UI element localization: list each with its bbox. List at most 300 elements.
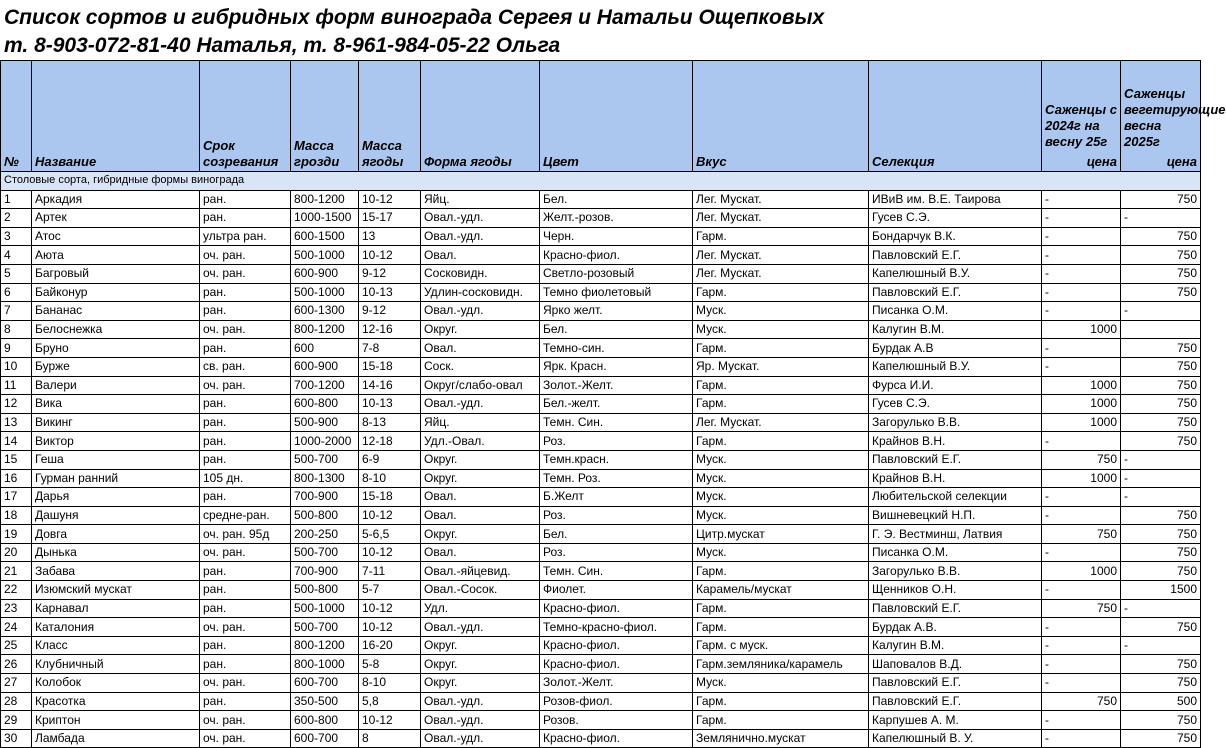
cell-color: Фиолет. [540,581,693,600]
cell-price-2025: 750 [1121,506,1201,525]
cell-taste: Муск. [693,302,869,321]
cell-selection: Бондарчук В.К. [869,227,1042,246]
cell-berry: 10-13 [359,395,421,414]
cell-color: Золот.-Желт. [540,376,693,395]
cell-term: ультра ран. [200,227,291,246]
cell-shape: Сосковидн. [421,264,540,283]
cell-num: 7 [1,302,32,321]
cell-color: Темно-син. [540,339,693,358]
cell-selection: Капелюшный В.У. [869,357,1042,376]
cell-taste: Гарм. [693,227,869,246]
cell-price-2024: 750 [1042,692,1121,711]
table-row [1,302,1201,321]
cell-berry: 6-9 [359,450,421,469]
cell-name: Валери [32,376,200,395]
cell-bunch: 600-800 [291,395,359,414]
cell-bunch: 800-1300 [291,469,359,488]
table-row [1,209,1201,228]
table-row [1,618,1201,637]
cell-taste: Гарм. [693,711,869,730]
table-row [1,488,1201,507]
cell-berry: 10-12 [359,246,421,265]
cell-berry: 13 [359,227,421,246]
cell-term: ран. [200,190,291,209]
cell-name: Атос [32,227,200,246]
col-header-color: Цвет [540,61,693,172]
cell-term: оч. ран. [200,711,291,730]
cell-shape: Яйц. [421,413,540,432]
cell-color: Розов-фиол. [540,692,693,711]
cell-term: ран. [200,395,291,414]
cell-term: ран. [200,432,291,451]
cell-bunch: 500-1000 [291,246,359,265]
cell-name: Забава [32,562,200,581]
cell-color: Светло-розовый [540,264,693,283]
cell-price-2024: 1000 [1042,413,1121,432]
cell-price-2025: 750 [1121,246,1201,265]
cell-price-2025: 750 [1121,283,1201,302]
cell-bunch: 500-900 [291,413,359,432]
cell-price-2025: 750 [1121,655,1201,674]
cell-price-2025: - [1121,469,1201,488]
cell-bunch: 500-700 [291,543,359,562]
cell-taste: Муск. [693,543,869,562]
cell-name: Клубничный [32,655,200,674]
cell-price-2025: 750 [1121,562,1201,581]
cell-price-2024: - [1042,655,1121,674]
cell-price-2024: 1000 [1042,562,1121,581]
cell-taste: Лег. Мускат. [693,190,869,209]
cell-name: Ламбада [32,729,200,748]
table-row [1,395,1201,414]
cell-color: Красно-фиол. [540,599,693,618]
cell-selection: Загорулько В.В. [869,562,1042,581]
cell-berry: 8-10 [359,674,421,693]
table-row [1,636,1201,655]
cell-num: 29 [1,711,32,730]
col-header-saplings-2024 [1042,61,1121,172]
cell-shape: Овал.-удл. [421,618,540,637]
cell-color: Бел.-желт. [540,395,693,414]
cell-selection: Павловский Е.Г. [869,246,1042,265]
cell-bunch: 600-1500 [291,227,359,246]
cell-bunch: 500-1000 [291,599,359,618]
table-row [1,729,1201,748]
cell-price-2024: 750 [1042,599,1121,618]
cell-shape: Овал.-удл. [421,302,540,321]
cell-term: оч. ран. [200,264,291,283]
cell-color: Темн. Син. [540,413,693,432]
cell-term: оч. ран. [200,674,291,693]
cell-berry: 9-12 [359,302,421,321]
cell-price-2025: 750 [1121,376,1201,395]
cell-name: Бруно [32,339,200,358]
cell-num: 16 [1,469,32,488]
cell-num: 19 [1,525,32,544]
cell-num: 20 [1,543,32,562]
cell-color: Роз. [540,432,693,451]
table-row [1,320,1201,339]
cell-berry: 8-13 [359,413,421,432]
cell-taste: Гарм. [693,618,869,637]
cell-berry: 10-12 [359,711,421,730]
cell-term: ран. [200,692,291,711]
table-header-row [1,61,1201,172]
cell-taste: Лег. Мускат. [693,209,869,228]
cell-color: Б.Желт [540,488,693,507]
cell-berry: 16-20 [359,636,421,655]
cell-num: 17 [1,488,32,507]
cell-term: оч. ран. [200,376,291,395]
cell-shape: Соск. [421,357,540,376]
cell-bunch: 800-1200 [291,320,359,339]
cell-name: Артек [32,209,200,228]
cell-price-2025: 750 [1121,339,1201,358]
cell-price-2025: 750 [1121,543,1201,562]
cell-num: 15 [1,450,32,469]
cell-taste: Муск. [693,469,869,488]
cell-selection: Крайнов В.Н. [869,432,1042,451]
cell-shape: Овал.-Сосок. [421,581,540,600]
cell-shape: Удлин-сосковидн. [421,283,540,302]
cell-num: 1 [1,190,32,209]
section-label: Столовые сорта, гибридные формы винограда [1,172,1201,191]
cell-berry: 5-8 [359,655,421,674]
cell-price-2025: 750 [1121,413,1201,432]
cell-num: 3 [1,227,32,246]
cell-bunch: 700-900 [291,488,359,507]
cell-name: Криптон [32,711,200,730]
cell-color: Ярко желт. [540,302,693,321]
cell-selection: Шаповалов В.Д. [869,655,1042,674]
cell-color: Красно-фиол. [540,729,693,748]
cell-price-2025: 750 [1121,618,1201,637]
cell-bunch: 600 [291,339,359,358]
table-row [1,581,1201,600]
col-header-name: Название [32,61,200,172]
cell-color: Красно-фиол. [540,636,693,655]
cell-num: 14 [1,432,32,451]
cell-shape: Овал.-удл. [421,711,540,730]
cell-bunch: 350-500 [291,692,359,711]
cell-berry: 12-16 [359,320,421,339]
cell-term: ран. [200,488,291,507]
cell-berry: 15-18 [359,488,421,507]
cell-price-2024: - [1042,339,1121,358]
cell-color: Роз. [540,506,693,525]
cell-price-2024: 1000 [1042,320,1121,339]
cell-taste: Землянично.мускат [693,729,869,748]
cell-num: 11 [1,376,32,395]
cell-color: Бел. [540,320,693,339]
cell-selection: ИВиВ им. В.Е. Таирова [869,190,1042,209]
cell-selection: Загорулько В.В. [869,413,1042,432]
table-row [1,283,1201,302]
cell-color: Темно-красно-фиол. [540,618,693,637]
cell-selection: Павловский Е.Г. [869,599,1042,618]
cell-num: 30 [1,729,32,748]
table-row [1,525,1201,544]
cell-name: Дарья [32,488,200,507]
cell-price-2024: 1000 [1042,469,1121,488]
cell-shape: Округ. [421,655,540,674]
cell-price-2024: - [1042,302,1121,321]
cell-price-2025: 750 [1121,395,1201,414]
cell-term: оч. ран. [200,618,291,637]
cell-selection: Писанка О.М. [869,543,1042,562]
cell-term: св. ран. [200,357,291,376]
cell-num: 21 [1,562,32,581]
cell-name: Колобок [32,674,200,693]
cell-price-2025: 750 [1121,227,1201,246]
table-row [1,655,1201,674]
cell-name: Класс [32,636,200,655]
cell-selection: Крайнов В.Н. [869,469,1042,488]
table-row [1,674,1201,693]
cell-shape: Яйц. [421,190,540,209]
cell-bunch: 500-700 [291,618,359,637]
cell-selection: Бурдак А.В [869,339,1042,358]
table-row [1,562,1201,581]
cell-price-2024: - [1042,674,1121,693]
cell-berry: 14-16 [359,376,421,395]
cell-selection: Капелюшный В.У. [869,264,1042,283]
cell-selection: Павловский Е.Г. [869,450,1042,469]
varieties-table [0,60,1226,748]
cell-price-2025: 750 [1121,357,1201,376]
cell-bunch: 600-1300 [291,302,359,321]
table-row [1,692,1201,711]
cell-term: ран. [200,562,291,581]
cell-selection: Фурса И.И. [869,376,1042,395]
col-header-selection: Селекция [869,61,1042,172]
cell-shape: Овал.-яйцевид. [421,562,540,581]
cell-color: Ярк. Красн. [540,357,693,376]
cell-selection: Карпушев А. М. [869,711,1042,730]
cell-price-2025 [1121,320,1201,339]
cell-taste: Гарм. [693,395,869,414]
cell-name: Байконур [32,283,200,302]
cell-num: 24 [1,618,32,637]
cell-bunch: 700-1200 [291,376,359,395]
cell-num: 18 [1,506,32,525]
cell-color: Темн. Син. [540,562,693,581]
cell-term: оч. ран. 95д [200,525,291,544]
cell-color: Роз. [540,543,693,562]
cell-color: Темно фиолетовый [540,283,693,302]
cell-berry: 10-12 [359,618,421,637]
cell-price-2025: 750 [1121,190,1201,209]
cell-selection: Писанка О.М. [869,302,1042,321]
cell-berry: 5-6,5 [359,525,421,544]
cell-color: Красно-фиол. [540,655,693,674]
cell-shape: Удл. [421,599,540,618]
cell-term: ран. [200,413,291,432]
cell-price-2025: 750 [1121,711,1201,730]
cell-num: 6 [1,283,32,302]
cell-taste: Лег. Мускат. [693,413,869,432]
cell-num: 28 [1,692,32,711]
cell-price-2025: 500 [1121,692,1201,711]
cell-name: Дашуня [32,506,200,525]
cell-name: Каталония [32,618,200,637]
cell-name: Багровый [32,264,200,283]
cell-taste: Лег. Мускат. [693,264,869,283]
cell-price-2024: - [1042,729,1121,748]
cell-berry: 10-12 [359,543,421,562]
table-row [1,599,1201,618]
cell-num: 8 [1,320,32,339]
cell-color: Красно-фиол. [540,246,693,265]
cell-shape: Овал. [421,506,540,525]
cell-num: 23 [1,599,32,618]
cell-name: Бурже [32,357,200,376]
cell-name: Аюта [32,246,200,265]
cell-name: Красотка [32,692,200,711]
cell-term: оч. ран. [200,246,291,265]
cell-name: Викинг [32,413,200,432]
cell-price-2024: - [1042,264,1121,283]
cell-selection: Калугин В.М. [869,320,1042,339]
cell-selection: Павловский Е.Г. [869,692,1042,711]
cell-term: 105 дн. [200,469,291,488]
cell-selection: Капелюшный В. У. [869,729,1042,748]
cell-name: Геша [32,450,200,469]
cell-selection: Гусев С.Э. [869,209,1042,228]
document-title: Список сортов и гибридных форм винограда Сергея и Натальи Ощепковых [4,6,825,29]
table-row [1,357,1201,376]
table-row [1,543,1201,562]
table-row [1,339,1201,358]
cell-berry: 8-10 [359,469,421,488]
cell-bunch: 1000-2000 [291,432,359,451]
cell-berry: 10-12 [359,190,421,209]
table-row [1,711,1201,730]
cell-num: 2 [1,209,32,228]
cell-term: ран. [200,339,291,358]
cell-price-2025: 1500 [1121,581,1201,600]
cell-name: Белоснежка [32,320,200,339]
saplings-2025-label: Саженцы вегетирующие весна 2025г [1124,86,1226,149]
cell-price-2025: - [1121,599,1201,618]
table-row [1,413,1201,432]
cell-taste: Карамель/мускат [693,581,869,600]
cell-term: ран. [200,599,291,618]
cell-term: ран. [200,655,291,674]
col-header-shape: Форма ягоды [421,61,540,172]
cell-price-2025: 750 [1121,432,1201,451]
cell-bunch: 800-1000 [291,655,359,674]
cell-bunch: 500-1000 [291,283,359,302]
cell-price-2024: - [1042,543,1121,562]
cell-shape: Округ. [421,320,540,339]
cell-price-2024: - [1042,581,1121,600]
cell-shape: Овал. [421,488,540,507]
cell-color: Золот.-Желт. [540,674,693,693]
cell-selection: Калугин В.М. [869,636,1042,655]
cell-name: Вика [32,395,200,414]
cell-price-2024: 750 [1042,525,1121,544]
cell-price-2025: - [1121,209,1201,228]
cell-bunch: 700-900 [291,562,359,581]
cell-price-2024: - [1042,711,1121,730]
cell-price-2025: - [1121,488,1201,507]
cell-price-2024: - [1042,618,1121,637]
table-row [1,190,1201,209]
cell-taste: Цитр.мускат [693,525,869,544]
cell-term: ран. [200,283,291,302]
cell-berry: 15-18 [359,357,421,376]
cell-color: Желт.-розов. [540,209,693,228]
cell-price-2024: - [1042,209,1121,228]
cell-selection: Бурдак А.В. [869,618,1042,637]
cell-price-2024: 1000 [1042,395,1121,414]
cell-color: Черн. [540,227,693,246]
cell-color: Темн.красн. [540,450,693,469]
cell-berry: 12-18 [359,432,421,451]
cell-price-2025: 750 [1121,264,1201,283]
cell-bunch: 800-1200 [291,636,359,655]
col-header-term: Срок созревания [200,61,291,172]
cell-price-2024: - [1042,506,1121,525]
cell-shape: Округ/слабо-овал [421,376,540,395]
cell-berry: 10-12 [359,599,421,618]
cell-shape: Овал. [421,246,540,265]
cell-num: 9 [1,339,32,358]
table-row [1,376,1201,395]
cell-selection: Вишневецкий Н.П. [869,506,1042,525]
cell-price-2024: - [1042,432,1121,451]
cell-price-2025: 750 [1121,674,1201,693]
cell-shape: Овал.-удл. [421,729,540,748]
cell-berry: 9-12 [359,264,421,283]
cell-taste: Муск. [693,488,869,507]
cell-taste: Гарм. [693,432,869,451]
cell-shape: Овал.-удл. [421,209,540,228]
cell-taste: Лег. Мускат. [693,246,869,265]
cell-price-2024: - [1042,357,1121,376]
price-2-label: цена [1166,154,1197,169]
col-header-berry: Масса ягоды [359,61,421,172]
cell-num: 13 [1,413,32,432]
cell-berry: 10-13 [359,283,421,302]
cell-shape: Округ. [421,636,540,655]
cell-price-2025: - [1121,450,1201,469]
cell-term: средне-ран. [200,506,291,525]
table-row [1,506,1201,525]
cell-term: ран. [200,581,291,600]
cell-num: 12 [1,395,32,414]
cell-bunch: 1000-1500 [291,209,359,228]
col-header-num: № [1,61,32,172]
cell-num: 27 [1,674,32,693]
col-header-saplings-2025 [1121,61,1226,172]
cell-term: ран. [200,302,291,321]
saplings-2024-label: Саженцы с 2024г на весну 25г [1045,102,1117,149]
cell-price-2024: - [1042,246,1121,265]
cell-shape: Округ. [421,450,540,469]
cell-taste: Гарм.земляника/карамель [693,655,869,674]
cell-price-2024: 750 [1042,450,1121,469]
table-row [1,469,1201,488]
cell-berry: 7-8 [359,339,421,358]
cell-taste: Яр. Мускат. [693,357,869,376]
cell-bunch: 600-700 [291,674,359,693]
cell-price-2024: - [1042,190,1121,209]
cell-name: Изюмский мускат [32,581,200,600]
cell-berry: 5,8 [359,692,421,711]
cell-color: Бел. [540,525,693,544]
